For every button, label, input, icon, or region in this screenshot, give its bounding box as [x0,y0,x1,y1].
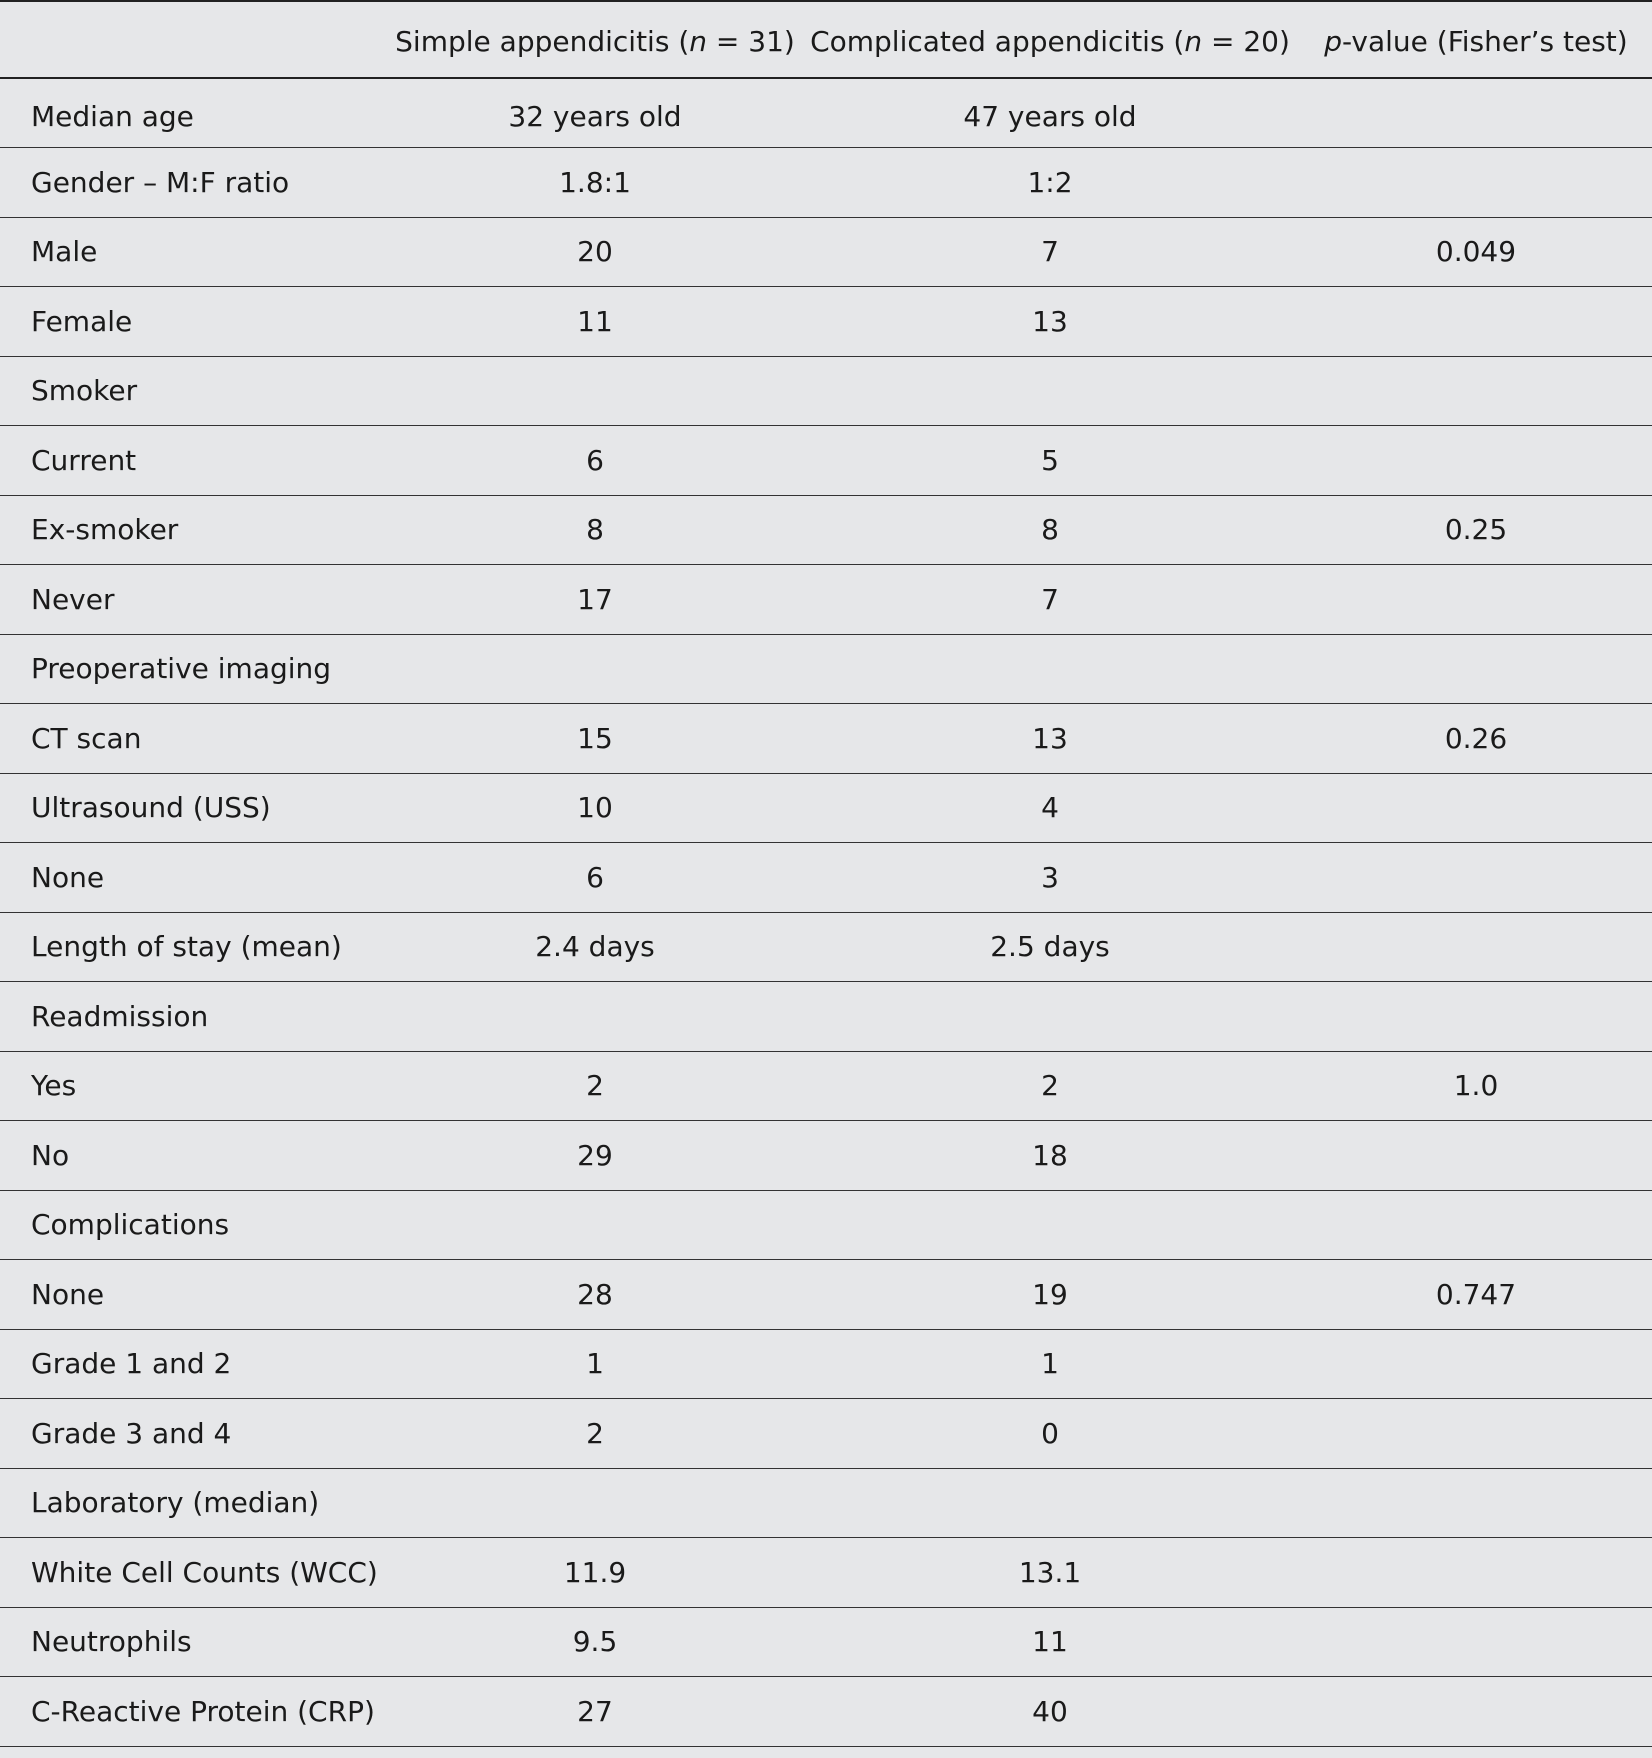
cell-label: Readmission [31,999,209,1033]
table-row [0,773,1652,843]
cell-simple [390,1190,800,1260]
header-simple-pre: Simple appendicitis ( [395,25,690,58]
cell-complicated: 4 [1041,791,1059,825]
cell-label: Median age [31,99,194,133]
cell-simple: 2 [586,1069,604,1103]
header-simple-n: n [689,25,707,58]
cell-simple: 6 [586,860,604,894]
cell-label: Ex-smoker [31,513,179,547]
table-row [0,356,1652,426]
cell-label: No [31,1138,70,1172]
cell-complicated [800,634,1300,704]
table-row [0,704,1652,774]
header-complicated-n: n [1184,25,1203,58]
cell-complicated [800,1468,1300,1538]
cell-pvalue [1300,287,1652,357]
cell-simple: 1 [586,1347,604,1381]
cell-complicated: 40 [1032,1694,1068,1728]
cell-pvalue: 1.0 [1453,1069,1499,1103]
cell-complicated [800,356,1300,426]
table-body [0,78,1652,1746]
cell-pvalue: 0.049 [1435,235,1517,269]
table-row [0,78,1652,148]
header-row [0,1,1652,78]
cell-pvalue [1300,426,1652,496]
cell-simple: 11 [577,304,613,338]
cell-pvalue [1300,356,1652,426]
cell-complicated: 7 [1041,582,1059,616]
table-row [0,148,1652,218]
cell-label: Grade 1 and 2 [31,1347,232,1381]
cell-pvalue [1300,912,1652,982]
table-row [0,1051,1652,1121]
cell-complicated: 1 [1041,1347,1059,1381]
cell-pvalue [1300,1468,1652,1538]
header-simple-post: = 31) [707,25,795,58]
cell-simple: 6 [586,443,604,477]
cell-complicated [800,982,1300,1052]
cell-complicated [800,1190,1300,1260]
cell-pvalue [1300,1399,1652,1469]
cell-pvalue: 0.25 [1444,513,1508,547]
cell-pvalue [1300,78,1652,148]
cell-pvalue [1300,1329,1652,1399]
table-row [0,1538,1652,1608]
cell-simple [390,634,800,704]
cell-complicated: 2.5 days [990,930,1110,964]
cell-label: CT scan [31,721,142,755]
header-complicated [800,1,1300,78]
cell-pvalue [1300,1121,1652,1191]
cell-label: Preoperative imaging [31,652,332,686]
cell-label: White Cell Counts (WCC) [31,1555,378,1589]
cell-simple [390,356,800,426]
cell-complicated: 13 [1032,721,1068,755]
table-row [0,1260,1652,1330]
header-complicated-pre: Complicated appendicitis ( [810,25,1185,58]
cell-pvalue [1300,148,1652,218]
cell-simple: 8 [586,513,604,547]
cell-complicated: 13.1 [1018,1555,1082,1589]
cell-complicated: 1:2 [1027,165,1073,199]
cell-simple: 20 [577,235,613,269]
table-row [0,1399,1652,1469]
cell-pvalue [1300,634,1652,704]
cell-complicated: 11 [1032,1625,1068,1659]
table-row [0,634,1652,704]
cell-label: Grade 3 and 4 [31,1416,232,1450]
cell-label: Male [31,235,98,269]
header-blank [0,1,390,78]
table-row [0,1607,1652,1677]
cell-simple: 2.4 days [535,930,655,964]
cell-label: Ultrasound (USS) [31,791,271,825]
cell-simple: 32 years old [508,99,682,133]
header-pvalue-p: p [1324,25,1343,58]
table-row [0,1329,1652,1399]
table-row [0,843,1652,913]
cell-complicated: 5 [1041,443,1059,477]
cell-complicated: 13 [1032,304,1068,338]
cell-complicated: 7 [1041,235,1059,269]
cell-simple: 2 [586,1416,604,1450]
cell-pvalue [1300,1607,1652,1677]
header-simple [390,1,800,78]
cell-simple: 17 [577,582,613,616]
table-row [0,217,1652,287]
table-row [0,982,1652,1052]
header-pvalue-post: -value (Fisher’s test) [1342,25,1628,58]
cell-pvalue [1300,1677,1652,1747]
cell-label: Gender – M:F ratio [31,165,290,199]
cell-label: Neutrophils [31,1625,192,1659]
table-row [0,1190,1652,1260]
cell-simple: 27 [577,1694,613,1728]
table-header [0,1,1652,78]
table-row [0,495,1652,565]
cell-label: Length of stay (mean) [31,930,342,964]
cell-label: Current [31,443,137,477]
cell-complicated: 47 years old [963,99,1137,133]
cell-label: Female [31,304,133,338]
table-row [0,426,1652,496]
cell-label: None [31,1277,105,1311]
cell-label: Smoker [31,374,138,408]
cell-label: Laboratory (median) [31,1486,320,1520]
cell-simple: 28 [577,1277,613,1311]
cell-pvalue [1300,1190,1652,1260]
cell-complicated: 18 [1032,1138,1068,1172]
cell-complicated: 8 [1041,513,1059,547]
cell-pvalue [1300,1538,1652,1608]
cell-simple: 15 [577,721,613,755]
table-row [0,565,1652,635]
cell-label: Complications [31,1208,230,1242]
cell-label: None [31,860,105,894]
cell-simple [390,982,800,1052]
header-pvalue [1300,1,1652,78]
cell-simple [390,1468,800,1538]
cell-complicated: 3 [1041,860,1059,894]
table-row [0,1677,1652,1747]
cell-pvalue [1300,982,1652,1052]
cell-pvalue [1300,843,1652,913]
cell-pvalue: 0.26 [1444,721,1508,755]
cell-label: Yes [31,1069,77,1103]
cell-simple: 10 [577,791,613,825]
cell-complicated: 2 [1041,1069,1059,1103]
header-complicated-post: = 20) [1202,25,1290,58]
cell-complicated: 0 [1041,1416,1059,1450]
table-row [0,287,1652,357]
cell-pvalue [1300,773,1652,843]
cell-simple: 9.5 [572,1625,618,1659]
table-row [0,912,1652,982]
cell-simple: 29 [577,1138,613,1172]
table-row [0,1468,1652,1538]
cell-pvalue: 0.747 [1435,1277,1517,1311]
cell-simple: 11.9 [563,1555,627,1589]
cell-label: C-Reactive Protein (CRP) [31,1694,375,1728]
cell-label: Never [31,582,115,616]
cell-simple: 1.8:1 [559,165,631,199]
table-row [0,1121,1652,1191]
cell-pvalue [1300,565,1652,635]
cell-complicated: 19 [1032,1277,1068,1311]
